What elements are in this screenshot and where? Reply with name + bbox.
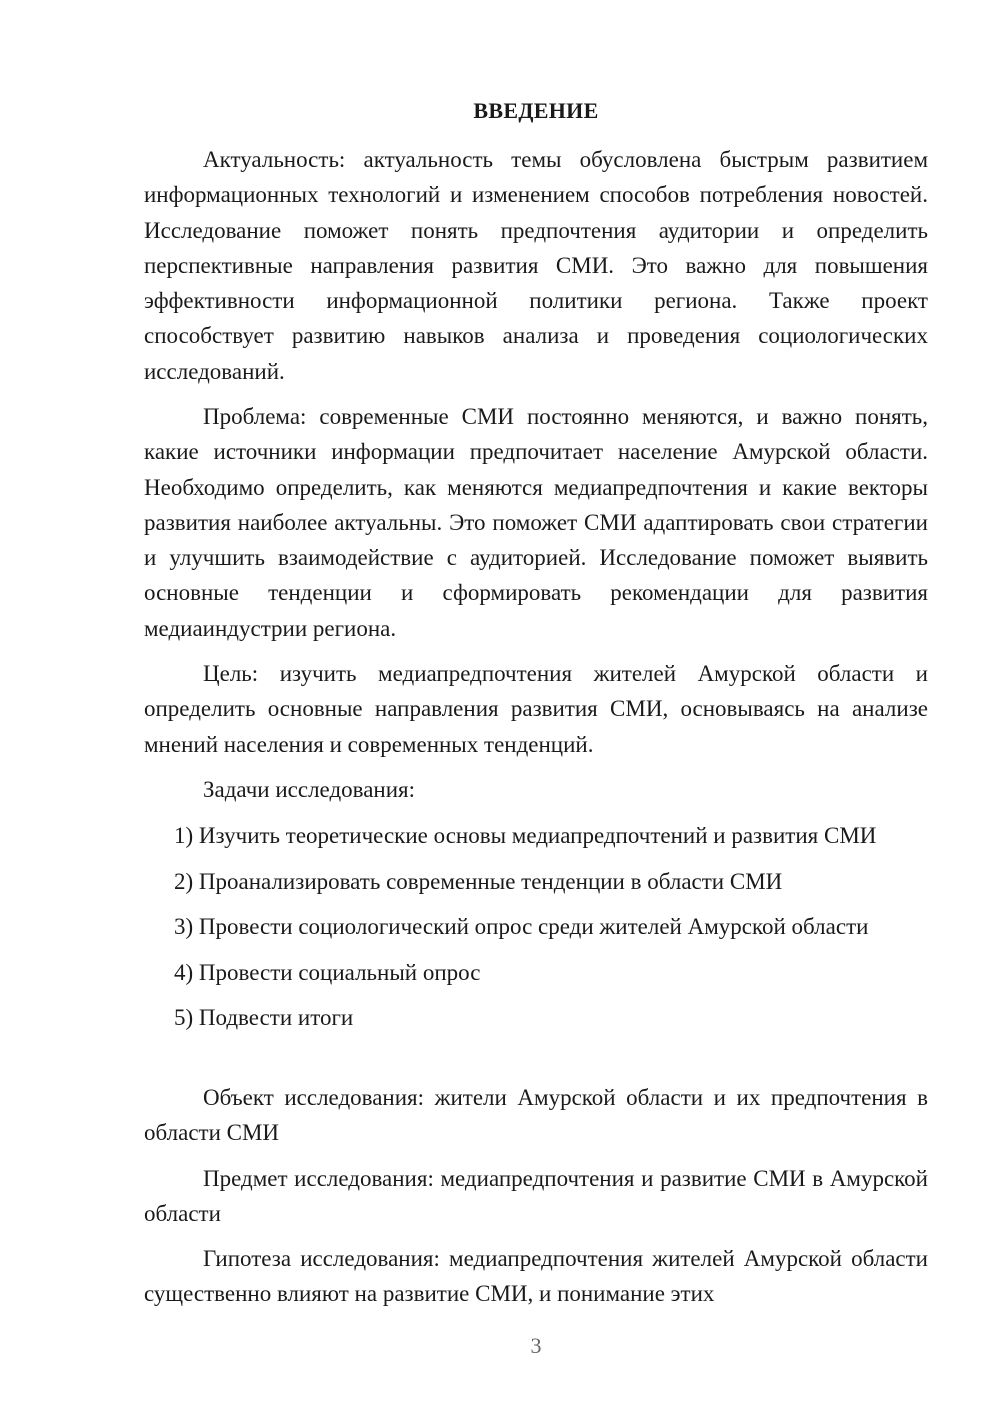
hypothesis-paragraph: Гипотеза исследования: медиапредпочтения жителей Амурской области существенно влияют на развитие СМИ, и понимание этих [144,1246,928,1307]
task-item: 4) Провести социальный опрос [174,959,481,985]
page-number: 3 [530,1333,542,1358]
subject-paragraph: Предмет исследования: медиапредпочтения и развитие СМИ в Амурской области [144,1166,928,1227]
document-title: ВВЕДЕНИЕ [473,98,599,123]
tasks-heading: Задачи исследования: [203,777,416,802]
tasks-list [144,818,928,1046]
object-paragraph: Объект исследования: жители Амурской области и их предпочтения в области СМИ [144,1085,928,1146]
relevance-paragraph: Актуальность: актуальность темы обусловлена быстрым развитием информационных технологий и изменением способов потребления новостей. Исследование поможет понять предпочтения аудитории и определить перспективные направления развития СМИ. Это важно для повышения эффективности информационной политики региона. Также проект способствует развитию навыков анализа и проведения социологических исследований. [144,147,928,384]
task-item: 3) Провести социологический опрос среди жителей Амурской области [174,914,869,940]
task-item: 5) Подвести итоги [174,1005,354,1031]
goal-paragraph: Цель: изучить медиапредпочтения жителей Амурской области и определить основные направления развития СМИ, основываясь на анализе мнений населения и современных тенденций. [144,661,928,757]
problem-paragraph: Проблема: современные СМИ постоянно меняются, и важно понять, какие источники информации предпочитает население Амурской области. Необходимо определить, как меняются медиапредпочтения и какие векторы развития наиболее актуальны. Это поможет СМИ адаптировать свои стратегии и улучшить взаимодействие с аудиторией. Исследование поможет выявить основные тенденции и сформировать рекомендации для развития медиаиндустрии региона. [144,404,928,641]
task-item: 2) Проанализировать современные тенденции в области СМИ [174,868,783,894]
task-item: 1) Изучить теоретические основы медиапредпочтений и развития СМИ [174,823,877,848]
